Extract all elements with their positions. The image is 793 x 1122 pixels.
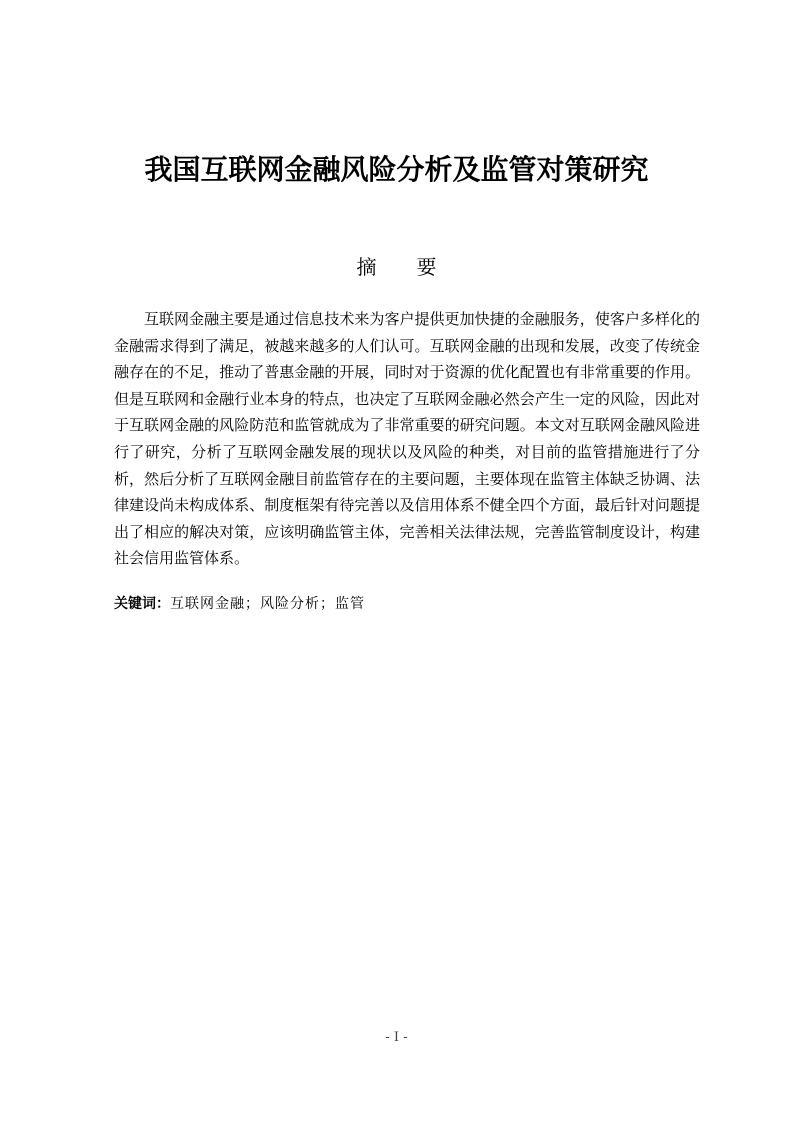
keywords-value: 互联网金融；风险分析；监管	[170, 596, 365, 612]
document-title: 我国互联网金融风险分析及监管对策研究	[144, 153, 649, 186]
keywords-line	[114, 593, 700, 615]
abstract-heading: 摘 要	[356, 255, 437, 279]
keywords-label: 关键词：	[114, 596, 170, 612]
abstract-body: 互联网金融主要是通过信息技术来为客户提供更加快捷的金融服务，使客户多样化的金融需求得到了满足，被越来越多的人们认可。互联网金融的出现和发展，改变了传统金融存在的不足，推动了普惠金融的开展，同时对于资源的优化配置也有非常重要的作用。但是互联网和金融行业本身的特点，也决定了互联网金融必然会产生一定的风险，因此对于互联网金融的风险防范和监管就成为了非常重要的研究问题。本文对互联网金融风险进行了研究，分析了互联网金融发展的现状以及风险的种类，对目前的监管措施进行了分析，然后分析了互联网金融目前监管存在的主要问题，主要体现在监管主体缺乏协调、法律建设尚未构成体系、制度框架有待完善以及信用体系不健全四个方面，最后针对问题提出了相应的解决对策，应该明确监管主体，完善相关法律法规，完善监管制度设计，构建社会信用监管体系。	[114, 310, 700, 568]
page-number: - I -	[385, 1030, 408, 1045]
